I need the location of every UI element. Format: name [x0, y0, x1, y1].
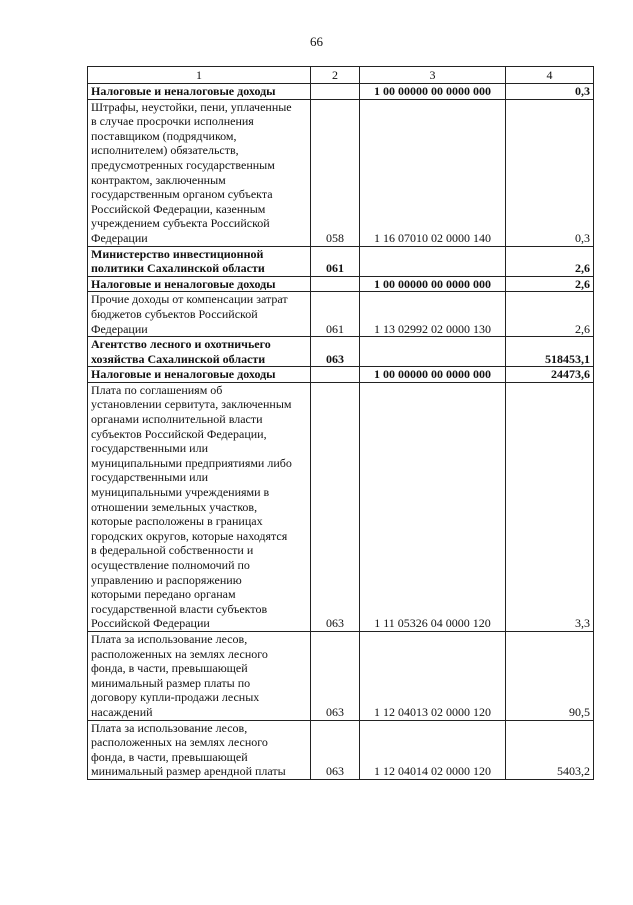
row-admin-code-cell: 061 — [311, 246, 360, 276]
row-admin-code-cell: 063 — [311, 720, 360, 779]
row-amount-cell: 518453,1 — [506, 337, 594, 367]
table-row — [88, 99, 594, 246]
row-admin-code-cell: 063 — [311, 631, 360, 720]
row-amount-cell: 90,5 — [506, 631, 594, 720]
row-budget-code-cell — [360, 337, 506, 367]
row-admin-code-cell: 058 — [311, 99, 360, 246]
row-name-cell: Плата за использование лесов, расположенных на землях лесного фонда, в части, превышающей минимальный размер платы по договору купли-продажи лесных насаждений — [88, 631, 311, 720]
row-admin-code-cell: 063 — [311, 337, 360, 367]
row-admin-code-cell — [311, 276, 360, 292]
table-row — [88, 382, 594, 631]
row-name-cell: Налоговые и неналоговые доходы — [88, 84, 311, 100]
row-budget-code-cell: 1 13 02992 02 0000 130 — [360, 292, 506, 337]
revenue-table — [87, 66, 594, 780]
row-budget-code-cell — [360, 246, 506, 276]
row-budget-code-cell: 1 00 00000 00 0000 000 — [360, 84, 506, 100]
row-admin-code-cell — [311, 84, 360, 100]
row-amount-cell: 0,3 — [506, 99, 594, 246]
row-budget-code-cell: 1 12 04014 02 0000 120 — [360, 720, 506, 779]
row-budget-code-cell: 1 00 00000 00 0000 000 — [360, 367, 506, 383]
table-row — [88, 631, 594, 720]
row-amount-cell: 24473,6 — [506, 367, 594, 383]
row-name-cell: Налоговые и неналоговые доходы — [88, 276, 311, 292]
row-budget-code-cell: 1 16 07010 02 0000 140 — [360, 99, 506, 246]
row-admin-code-cell: 063 — [311, 382, 360, 631]
row-name-cell: Штрафы, неустойки, пени, уплаченные в случае просрочки исполнения поставщиком (подрядчиком, исполнителем) обязательств, предусмотренных государственным контрактом, заключенным государственным органом субъекта Российской Федерации, казенным учреждением субъекта Российской Федерации — [88, 99, 311, 246]
row-amount-cell: 5403,2 — [506, 720, 594, 779]
row-name-cell: Агентство лесного и охотничьего хозяйства Сахалинской области — [88, 337, 311, 367]
row-budget-code-cell: 1 12 04013 02 0000 120 — [360, 631, 506, 720]
row-name-cell: Плата по соглашениям об установлении сервитута, заключенным органами исполнительной власти субъектов Российской Федерации, государственными или муниципальными предприятиями либо государственными или муниципальными учреждениями в отношении земельных участков, которые расположены в границах городских округов, которые находятся в федеральной собственности и осуществление полномочий по управлению и распоряжению которыми передано органам государственной власти субъектов Российской Федерации — [88, 382, 311, 631]
row-name-cell: Плата за использование лесов, расположенных на землях лесного фонда, в части, превышающей минимальный размер арендной платы — [88, 720, 311, 779]
header-col-3: 3 — [360, 67, 506, 84]
table-row — [88, 720, 594, 779]
header-col-4: 4 — [506, 67, 594, 84]
row-name-cell: Министерство инвестиционной политики Сахалинской области — [88, 246, 311, 276]
table-row — [88, 276, 594, 292]
row-amount-cell: 2,6 — [506, 246, 594, 276]
row-amount-cell: 0,3 — [506, 84, 594, 100]
row-name-cell: Налоговые и неналоговые доходы — [88, 367, 311, 383]
table-row — [88, 292, 594, 337]
row-admin-code-cell: 061 — [311, 292, 360, 337]
row-name-cell: Прочие доходы от компенсации затрат бюджетов субъектов Российской Федерации — [88, 292, 311, 337]
row-amount-cell: 2,6 — [506, 292, 594, 337]
row-budget-code-cell: 1 00 00000 00 0000 000 — [360, 276, 506, 292]
header-col-1: 1 — [88, 67, 311, 84]
table-header-row — [88, 67, 594, 84]
page-number: 66 — [310, 34, 323, 49]
table-row — [88, 337, 594, 367]
table-row — [88, 84, 594, 100]
header-col-2: 2 — [311, 67, 360, 84]
table-row — [88, 246, 594, 276]
row-budget-code-cell: 1 11 05326 04 0000 120 — [360, 382, 506, 631]
row-admin-code-cell — [311, 367, 360, 383]
table-row — [88, 367, 594, 383]
row-amount-cell: 3,3 — [506, 382, 594, 631]
row-amount-cell: 2,6 — [506, 276, 594, 292]
